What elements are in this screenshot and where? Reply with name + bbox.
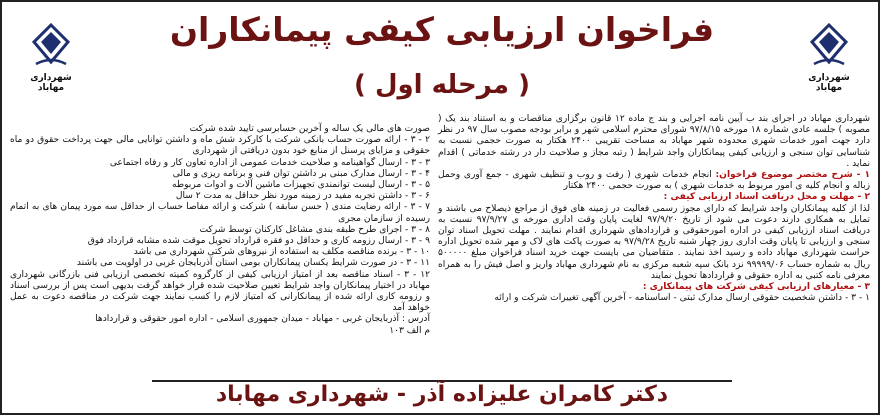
criteria-item: ۵ - ۳ - ارسال لیست توانمندی تجهیزات ماشین آلات و ادوات مربوطه	[171, 180, 430, 191]
section-2-body: لذا از کلیه پیمانکاران واجد شرایط که دارای مجوز رسمی فعالیت در زمینه های فوق از مراجع ذیصلاح می باشند و تمایل به همکاری دارند دعوت می شود از تاریخ ۹۷/۹/۲۰ لغایت پایان وقت اداری مورخه ی ۹۷/۹/۲۷ نسبت به دریافت اسناد ارزیابی کیفی در اداره امورحقوقی و قراردادهای شهرداری اقدام نمایند . مهلت تحویل اسناد توان سنجی و ارزیابی تا پایان وقت اداری روز چهار شنبه تاریخ ۹۷/۹/۲۸ به صورت پاکت های لاک و مهر شده تحویل اداره حراست شهرداری مهاباد داده و رسید اخذ نمایند . متقاضیان می بایست جهت خرید اسناد فراخوان مبلغ ۵۰۰۰۰۰ ریال به شماره حساب ۹۹۹۹۹/۰۶ نزد بانک سپه شعبه مرکزی به نام شهرداری مهاباد واریز و اصل فیش را به همراه معرفی نامه کتبی به اداره حقوقی و قراردادها تحویل نمایند	[438, 203, 870, 281]
intro-paragraph: شهرداری مهاباد در اجرای بند ب آیین نامه اجرایی و بند ج ماده ۱۲ قانون برگزاری مناقصات و به استناد بند یک ( مصوبه ) جلسه عادی شماره ۱۸ مورخه ۹۷/۸/۱۵ شورای محترم اسلامی شهر و برابر بودجه مصوب سال ۹۷ در نظر دارد جهت امور خدمات شهری محدوده شهر مهاباد به مساحت تقریبی ۲۴۰۰ هکتار به صورت حجمی نسبت به شناسایی توان سنجی و ارزیابی کیفی پیمانکاران واجد شرایط ( رتبه مجاز و صلاحیت دار در رشته خدماتی ) اقدام نماید .	[438, 114, 870, 169]
left-column	[10, 124, 430, 337]
reference-code: م الف ۱۰۳	[389, 325, 430, 336]
notice-subtitle: ( مرحله اول )	[354, 70, 530, 100]
section-3-body: ۱ - ۳ - داشتن شخصیت حقوقی ارسال مدارک ثبتی - اساسنامه - آخرین آگهی تغییرات شرکت و ارائه	[494, 293, 870, 304]
section-1-body: انجام خدمات شهری ( رفت و روب و تنظیف شهری - جمع آوری وحمل زباله و انجام کلیه ی امور مربوط به خدمات شهری ) به صورت حجمی ۲۴۰۰ هکتار	[438, 170, 870, 192]
address-line: آدرس : آذربایجان غربی - مهاباد - میدان جمهوری اسلامی - اداره امور حقوقی و قراردادها	[95, 314, 430, 325]
logo-caption: شهرداری مهاباد	[808, 73, 850, 93]
criteria-item: ۲ - ۳ - ارائه صورت حساب بانکی شرکت با کارکرد شش ماه و داشتن توانایی مالی جهت پرداخت حقوق دو ماه حقوقی و مزایای پرسنل از منابع خود بدون دریافتی از شهرداری	[10, 135, 430, 157]
criteria-item: ۱۱ - ۳ - در صورت شرایط یکسان پیمانکاران بومی استان آذربایجان غربی در اولویت می باشند	[76, 258, 430, 269]
criteria-item: ۱۲ - ۳ - اسناد مناقصه بعد از امتیاز ارزیابی کیفی از کارگروه کمیته تخصصی ارزیابی فنی بازرگانی شهرداری مهاباد در اختیار پیمانکاران واجد شرایط تعیین صلاحیت شده قرار خواهد گرفت بدیهی است پس از بررسی اسناد و رزومه کاری ارائه شده از پیمانکارانی که امتیاز لازم را کسب نمایند جهت شرکت در مناقصه دعوت به عمل خواهد آمد	[10, 269, 430, 314]
section-1-heading: ۱ - شرح مختصر موضوع فراخوان:	[715, 170, 870, 181]
logo-caption: شهرداری مهاباد	[30, 73, 72, 93]
criteria-item: ۹ - ۳ - ارسال رزومه کاری و حداقل دو فقره قرارداد تحویل موقت شده مشابه قرارداد فوق	[87, 236, 430, 247]
section-2-heading: ۲ - مهلت و محل دریافت اسناد ارزیابی کیفی :	[663, 192, 870, 203]
criteria-item: ۷ - ۳ - ارائه رضایت مندی ( حسن سابقه ) شرکت و ارائه مفاصا حساب از حداقل سه مورد پیمان های به اتمام رسیده از سازمان مجری	[10, 202, 430, 224]
notice-title: فراخوان ارزیابی کیفی پیمانکاران	[169, 10, 715, 49]
criteria-item: ۶ - ۳ - داشتن تجربه مفید در زمینه مورد نظر حداقل به مدت ۲ سال	[175, 191, 430, 202]
footer-signature: دکتر کامران علیزاده آذر - شهرداری مهاباد	[215, 382, 669, 407]
criteria-item: صورت های مالی یک ساله و آخرین حسابرسی تایید شده شرکت	[189, 124, 430, 134]
criteria-item: ۴ - ۳ - ارسال مدارک مبنی بر داشتن توان فنی و برنامه ریزی و مالی	[172, 168, 430, 179]
right-column	[438, 114, 870, 304]
criteria-item: ۳ - ۳ - ارسال گواهینامه و صلاحیت خدمات عمومی از اداره تعاون کار و رفاه اجتماعی	[109, 157, 430, 168]
section-3-heading: ۳ - معیارهای ارزیابی کیفی شرکت های پیمانکاری :	[642, 282, 870, 293]
criteria-item: ۱۰ - ۳ - برنده مناقصه مکلف به استفاده از نیروهای شرکتی شهرداری می باشد	[133, 247, 430, 258]
criteria-item: ۸ - ۳ - اجرای طرح طبقه بندی مشاغل کارکنان توسط شرکت	[199, 224, 430, 235]
